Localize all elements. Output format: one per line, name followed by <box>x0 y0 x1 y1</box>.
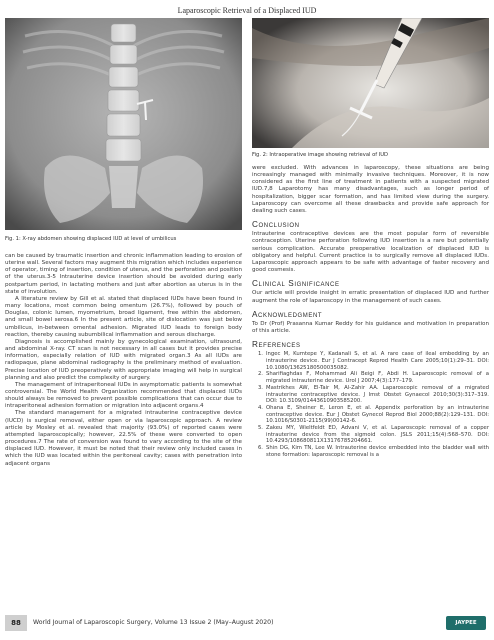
paragraph: Diagnosis is accomplished mainly by gynecological examination, ultrasound, and abdominal X-ray. CT scan is not necessary in all cases but it provides precise information, especially relation of IUD with migrated organ.3 As all IUDs are radiopaque, plane abdominal radiography is the preliminary method of evaluation. Precise location of IUD preoperatively with appropriate imaging will help in surgical planning and also predict the complexity of surgery. <box>5 338 242 381</box>
page-number: 88 <box>5 615 27 631</box>
reference-item: 1. Ingec M, Kumtepe Y, Kadanali S, et al. A rare case of ileal embedding by an intrauterine device. Eur J Contracept Reprod Health Care 2005;10(1):29–31. DOI: 10.1080/13625180500035082. <box>257 351 489 371</box>
section-heading: Clinical Significance <box>252 279 340 289</box>
right-column <box>252 165 489 459</box>
paragraph: To Dr (Prof) Prasanna Kumar Reddy for his guidance and motivation in preparation of this article. <box>252 320 489 334</box>
paragraph: A literature review by Gill et al. stated that displaced IUDs have been found in many locations, most common being omentum (26.7%), followed by pouch of Douglas, colonic lumen, myometrium, broad ligament, free within the abdomen, and small bowel serosa.6 In the present article, site of dislocation was just below umbilicus, in-between omental adhesion. Migrated IUD leads to foreign body reaction, thereby causing subumbilical inflammation and serous discharge. <box>5 295 242 338</box>
intraoperative-figure <box>252 18 489 148</box>
page-footer <box>0 615 494 635</box>
fig1-caption: Fig. 1: X-ray abdomen showing displaced IUD at level of umbilicus <box>5 236 177 242</box>
paragraph: Intrauterine contraceptive devices are the most popular form of reversible contraception. Uterine perforation following IUD insertion is a rare but potentially serious complication. Accurate preoperative localization of displaced IUD is obligatory and helpful. Current practice is to surgically remove all displaced IUDs. Laparoscopic approach appears to be safe with advantage of faster recovery and good cosmesis. <box>252 231 489 274</box>
xray-image <box>5 18 242 230</box>
paragraph: The management of intraperitoneal IUDs in asymptomatic patients is somewhat controversial. The World Health Organization recommended that displaced IUDs should always be removed to prevent possible complications that can occur due to intraperitoneal adhesion formation or migration into adjacent organs.4 <box>5 381 242 410</box>
running-head: Laparoscopic Retrieval of a Displaced IUD <box>177 6 317 15</box>
reference-item: 4. Ohana E, Sheiner E, Leron E, et al. Appendix perforation by an intrauterine contraceptive device. Eur J Obstet Gynecol Reprod Biol 2000;88(2):129–131. DOI: 10.1016/S0301-2115(99)00142-6. <box>257 404 489 425</box>
fig2-caption: Fig. 2: Intraoperative image showing retrieval of IUD <box>252 152 389 158</box>
reference-item: 2. Sharifiaghdas F, Mohammad Ali Beigi F, Abdi H. Laparoscopic removal of a migrated intrauterine device. Urol J 2007;4(3):177–179. <box>257 371 489 385</box>
publisher-logo: JAYPEE <box>446 616 486 630</box>
reference-item: 6. Shin DG, Kim TN, Lee W. Intrauterine device embedded into the bladder wall with stone formation: laparoscopic removal is a <box>257 445 489 458</box>
paragraph: The standard management for a migrated intrauterine contraceptive device (IUCD) is surgical removal, either open or via laparoscopic approach. A review article by Mosley et al. revealed that majority (93.0%) of reported cases were attempted laparoscopically; however, 22.5% of these were converted to open procedures.7 The rate of conversion was found to vary according to the site of the displaced IUD. However, it must be noted that their review only included cases in which the IUD was located within the peritoneal cavity; cases with penetration into adjacent organs <box>5 410 242 467</box>
paragraph: were excluded. With advances in laparoscopy, these situations are being increasingly managed with minimally invasive techniques. Moreover, it is now considered as the first line of treatment in patients with a suspected migrated IUD.7,8 Laparotomy has many disadvantages, such as longer period of hospitalization, bigger scar formation, and has limited view during the surgery. Laparoscopy can overcome all these drawbacks and provide safe approach for dealing such cases. <box>252 165 489 214</box>
section-heading: References <box>252 340 301 350</box>
paragraph: Our article will provide insight in erratic presentation of displaced IUD and further augment the role of laparoscopy in the management of such cases. <box>252 290 489 304</box>
left-column <box>5 253 242 468</box>
xray-figure <box>5 18 242 230</box>
reference-list <box>252 351 489 458</box>
paragraph: can be caused by traumatic insertion and chronic inflammation leading to erosion of uterine wall. Several factors may augment this migration which includes experience of operator, timing of insertion, condition of uterus, and the perforation and position of the uterus.3-5 Intrauterine device insertion should be avoided during early postpartum period, in lactating mothers and just after abortion as uterus is in the state of involution. <box>5 253 242 295</box>
reference-item: 5. Zakeu MY, Wieltfeldt ED, Advani V, et al. Laparoscopic removal of a copper intrauterine device from the sigmoid colon. JSLS 2011;15(4):568–570. DOI: 10.4293/108680811X13176785204661. <box>257 425 489 445</box>
section-heading: Conclusion <box>252 220 300 230</box>
reference-item: 3. Mastrikhes AW, El-Tair M, Al-Zahir AA. Laparoscopic removal of a migrated intrauterine contraceptive device. J Imst Obstet Gynaecol 2010;30(3):317–319. DOI: 10.3109/01443610903585200. <box>257 384 489 405</box>
intraoperative-image <box>252 18 489 148</box>
section-heading: Acknowledgment <box>252 309 323 319</box>
journal-citation: World Journal of Laparoscopic Surgery, Volume 13 Issue 2 (May–August 2020) <box>33 619 274 626</box>
